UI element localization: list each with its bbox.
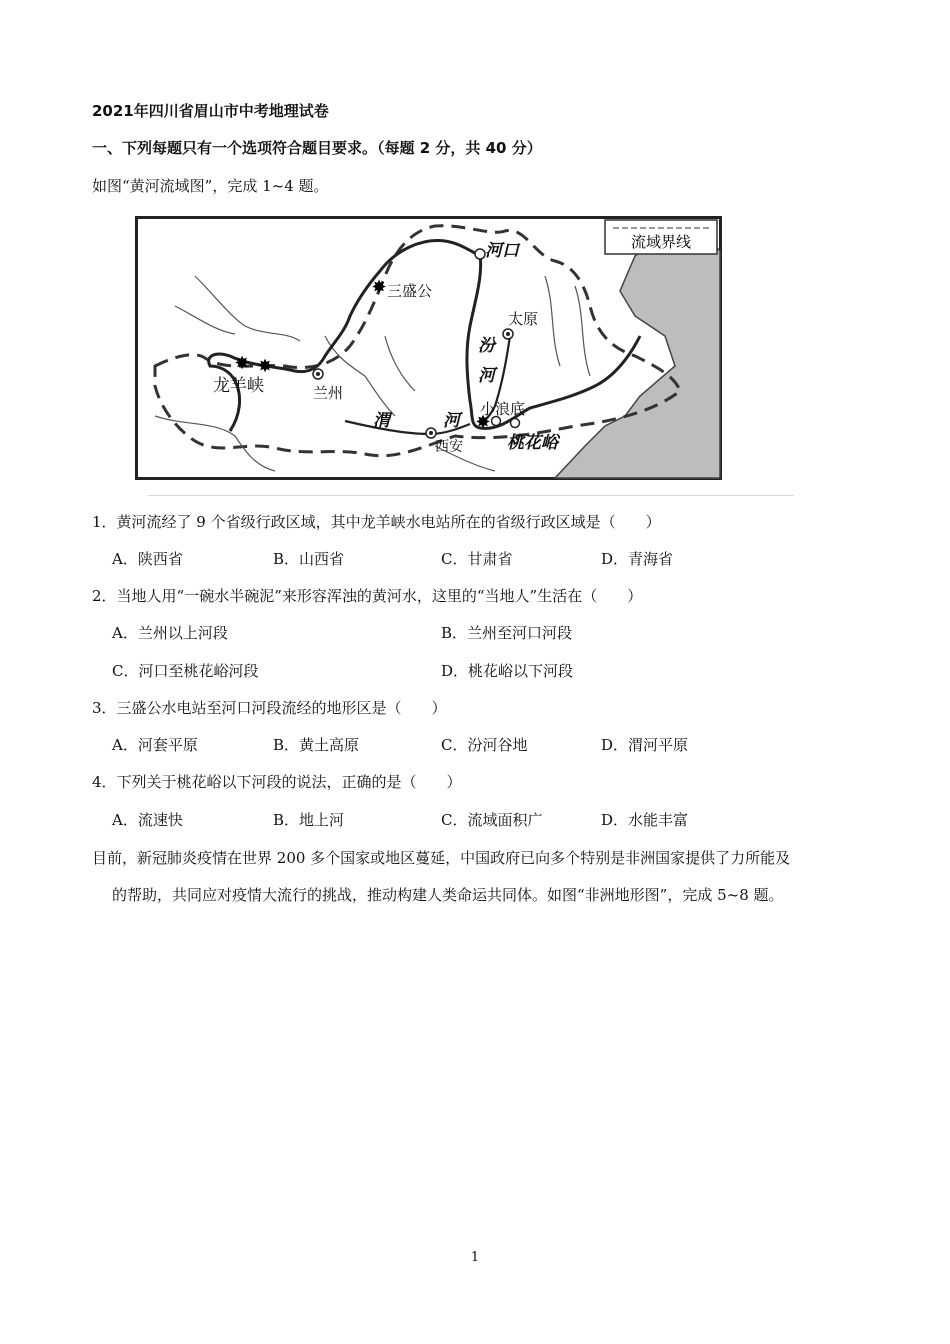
hydro-station-icon: ✸ — [475, 412, 491, 433]
label-he1: 河 — [478, 366, 495, 386]
yellow-river-basin-map — [135, 216, 722, 480]
option-b[interactable]: B．地上河 — [273, 811, 345, 829]
option-a[interactable]: A．流速快 — [112, 811, 183, 829]
option-d[interactable]: D．青海省 — [601, 550, 674, 568]
label-xiaolangdi: 小浪底 — [480, 400, 526, 418]
africa-intro-line-2: 的帮助，共同应对疫情大流行的挑战，推动构建人类命运共同体。如图“非洲地形图”，完成 5~8 题。 — [112, 886, 784, 904]
africa-intro-line-1: 目前，新冠肺炎疫情在世界 200 多个国家或地区蔓延，中国政府已向多个特别是非洲国家提供了力所能及 — [92, 849, 791, 867]
option-d[interactable]: D．水能丰富 — [601, 811, 689, 829]
label-taiyuan: 太原 — [508, 310, 539, 328]
question-stem: 4．下列关于桃花峪以下河段的说法，正确的是（ ） — [92, 773, 462, 791]
question-stem: 1．黄河流经了 9 个省级行政区域，其中龙羊峡水电站所在的省级行政区域是（ ） — [92, 513, 661, 531]
legend-label: 流域界线 — [630, 233, 692, 251]
label-sanshenggong: 三盛公 — [387, 282, 433, 300]
option-c[interactable]: C．甘肃省 — [441, 550, 513, 568]
hydro-station-icon: ✸ — [371, 277, 387, 298]
city-marker-dot — [316, 372, 320, 376]
label-longyangxia: 龙羊峡 — [213, 376, 264, 396]
divider — [148, 495, 794, 496]
label-hekou: 河口 — [485, 241, 519, 261]
exam-title: 2021年四川省眉山市中考地理试卷 — [92, 102, 329, 120]
city-marker — [475, 249, 485, 259]
section-heading: 一、下列每题只有一个选项符合题目要求。（每题 2 分，共 40 分） — [92, 139, 542, 157]
option-a[interactable]: A．兰州以上河段 — [112, 624, 228, 642]
option-a[interactable]: A．河套平原 — [112, 736, 198, 754]
label-fen: 汾 — [478, 336, 495, 356]
label-he2: 河 — [443, 411, 460, 431]
question-stem: 2．当地人用“一碗水半碗泥”来形容浑浊的黄河水，这里的“当地人”生活在（ ） — [92, 587, 643, 605]
option-c[interactable]: C．汾河谷地 — [441, 736, 528, 754]
map-intro: 如图“黄河流域图”，完成 1~4 题。 — [92, 177, 329, 195]
city-marker-dot — [506, 332, 510, 336]
hydro-station-icon: ✸ — [234, 353, 250, 374]
hydro-station-icon: ✸ — [257, 356, 273, 377]
label-taohuayu: 桃花峪 — [507, 433, 558, 453]
option-d[interactable]: D．桃花峪以下河段 — [441, 662, 574, 680]
option-b[interactable]: B．兰州至河口河段 — [441, 624, 573, 642]
page-number: 1 — [470, 1250, 480, 1265]
question-stem: 3．三盛公水电站至河口河段流经的地形区是（ ） — [92, 699, 447, 717]
label-lanzhou: 兰州 — [313, 384, 344, 402]
label-xian: 西安 — [435, 439, 463, 455]
option-c[interactable]: C．流域面积广 — [441, 811, 543, 829]
option-b[interactable]: B．黄土高原 — [273, 736, 360, 754]
city-marker — [511, 419, 520, 428]
option-b[interactable]: B．山西省 — [273, 550, 345, 568]
label-wei: 渭 — [373, 411, 390, 431]
city-marker-dot — [429, 431, 433, 435]
option-d[interactable]: D．渭河平原 — [601, 736, 689, 754]
option-a[interactable]: A．陕西省 — [112, 550, 183, 568]
option-c[interactable]: C．河口至桃花峪河段 — [112, 662, 259, 680]
